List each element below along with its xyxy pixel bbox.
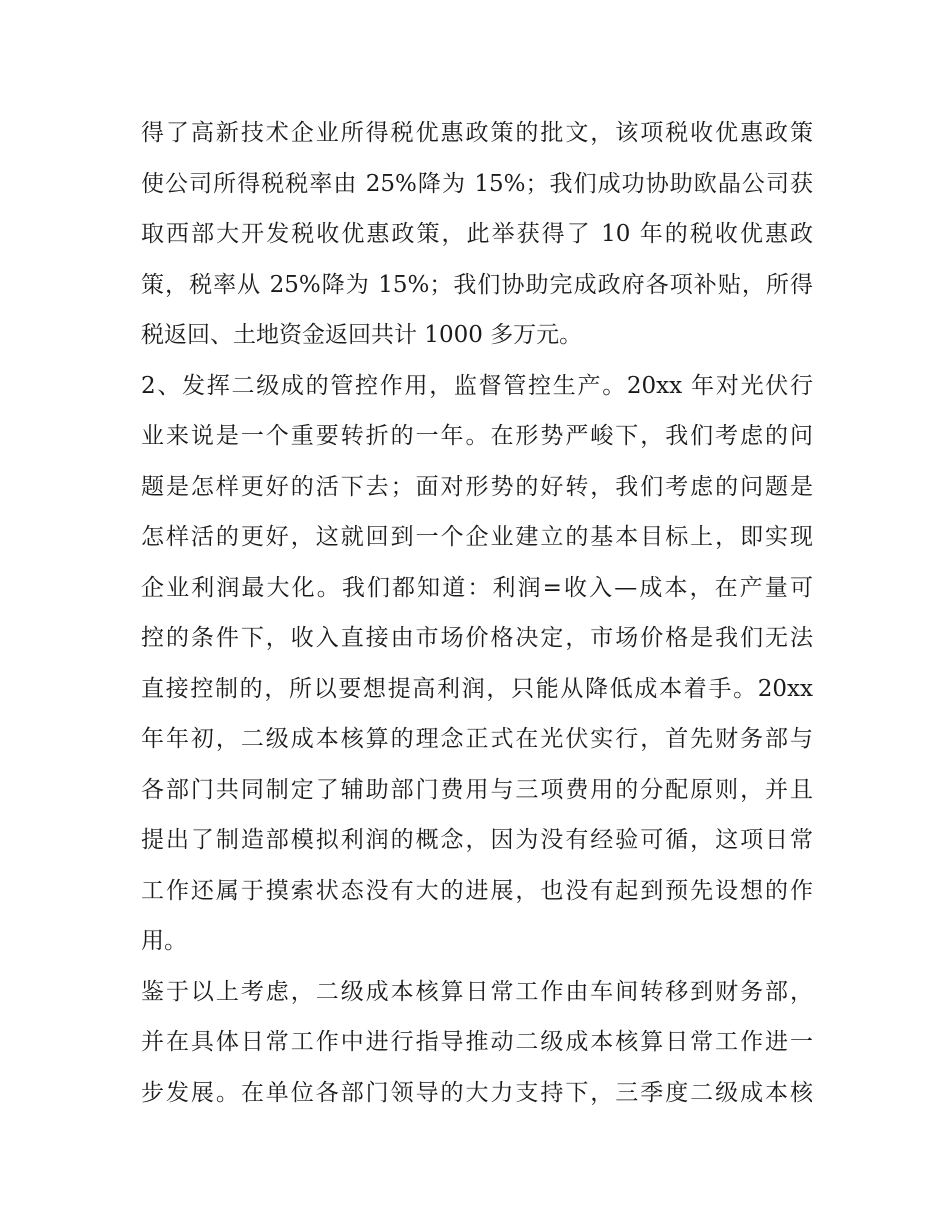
document-body (141, 108, 813, 1118)
text-line: 企业利润最大化。我们都知道：利润=收入—成本，在产量可 (141, 574, 813, 601)
text-line: 年年初，二级成本核算的理念正式在光伏实行，首先财务部与 (141, 726, 813, 752)
text-line: 各部门共同制定了辅助部门费用与三项费用的分配原则，并且 (141, 776, 813, 803)
text-line: 业来说是一个重要转折的一年。在形势严峻下，我们考虑的问 (141, 423, 813, 449)
text-line: 工作还属于摸索状态没有大的进展，也没有起到预先设想的作 (141, 877, 813, 904)
text-line: 2、发挥二级成的管控作用，监督管控生产。20xx 年对光伏行 (141, 372, 813, 399)
text-line: 策，税率从 25%降为 15%；我们协助完成政府各项补贴，所得 (141, 271, 813, 298)
text-line: 并在具体日常工作中进行指导推动二级成本核算日常工作进一 (141, 1029, 813, 1055)
text-line: 用。 (141, 928, 187, 954)
text-line: 步发展。在单位各部门领导的大力支持下，三季度二级成本核 (141, 1079, 813, 1106)
text-line: 鉴于以上考虑，二级成本核算日常工作由车间转移到财务部， (141, 978, 813, 1005)
text-line: 取西部大开发税收优惠政策，此举获得了 10 年的税收优惠政 (141, 221, 813, 247)
text-line: 得了高新技术企业所得税优惠政策的批文，该项税收优惠政策 (141, 120, 813, 146)
text-line: 控的条件下，收入直接由市场价格决定，市场价格是我们无法 (141, 625, 813, 651)
text-line: 题是怎样更好的活下去；面对形势的好转，我们考虑的问题是 (141, 473, 813, 500)
text-line: 提出了制造部模拟利润的概念，因为没有经验可循，这项日常 (141, 827, 813, 853)
text-line: 怎样活的更好，这就回到一个企业建立的基本目标上，即实现 (141, 524, 813, 550)
text-line: 税返回、土地资金返回共计 1000 多万元。 (141, 322, 583, 348)
text-line: 使公司所得税税率由 25%降为 15%；我们成功协助欧晶公司获 (141, 170, 813, 197)
text-line: 直接控制的，所以要想提高利润，只能从降低成本着手。20xx (141, 675, 813, 702)
